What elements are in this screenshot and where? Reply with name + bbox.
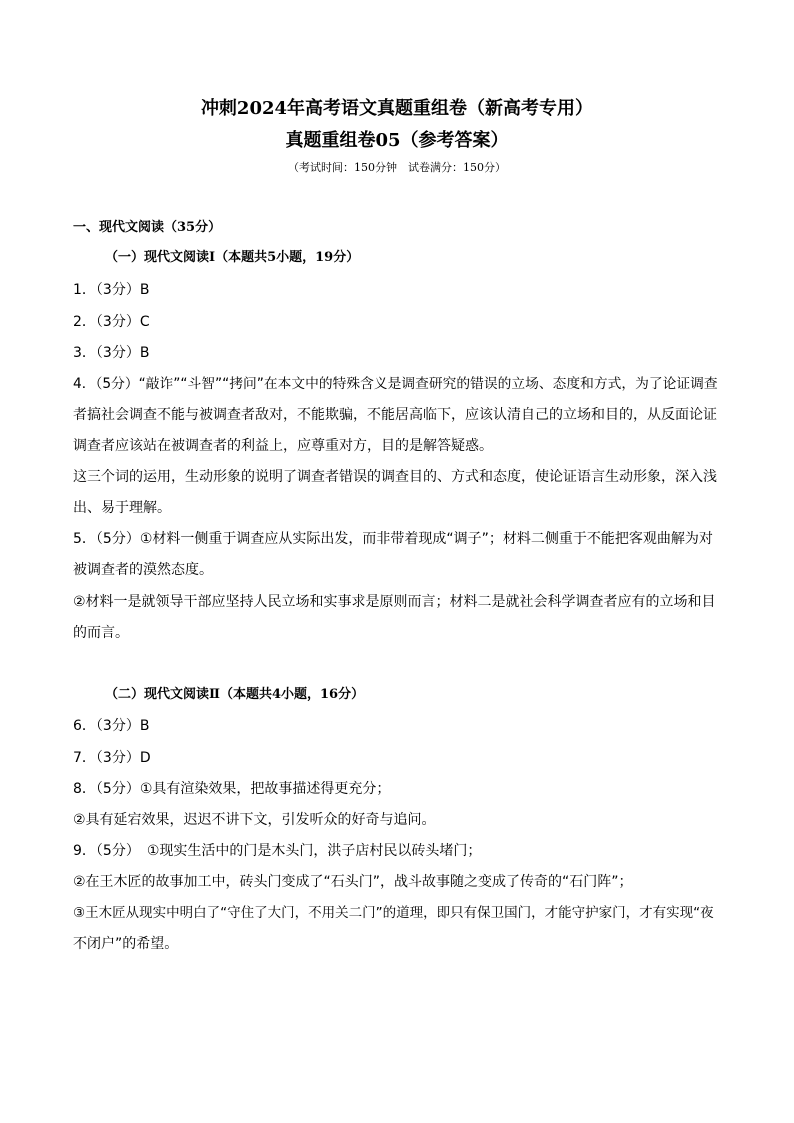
page-subtitle: 真题重组卷05（参考答案） <box>285 130 509 151</box>
answer-4-line-2: 者搞社会调查不能与被调查者敌对，不能欺骗，不能居高临下，应该认清自己的立场和目的，从反面论证 <box>73 407 717 423</box>
answer-7: 7．（3分）D <box>73 750 151 766</box>
answer-8-line-1: 8．（5分）①具有渲染效果，把故事描述得更充分； <box>73 781 391 797</box>
answer-9-line-4: 不闭户”的希望。 <box>73 936 179 952</box>
answer-1: 1．（3分）B <box>73 282 150 298</box>
page-title: 冲刺2024年高考语文真题重组卷（新高考专用） <box>200 98 594 119</box>
answer-4-line-4: 这三个词的运用，生动形象的说明了调查者错误的调查目的、方式和态度，使论证语言生动形象，深入浅 <box>73 469 717 485</box>
answer-2: 2．（3分）C <box>73 314 150 330</box>
answer-3: 3．（3分）B <box>73 345 150 361</box>
answer-9-line-2: ②在王木匠的故事加工中，砖头门变成了“石头门”，战斗故事随之变成了传奇的“石门阵”； <box>73 874 633 890</box>
answer-5-line-1: 5．（5分）①材料一侧重于调查应从实际出发，而非带着现成“调子”；材料二侧重于不能把客观曲解为对 <box>73 531 713 547</box>
answer-9-line-3: ③王木匠从现实中明白了“守住了大门，不用关二门”的道理，即只有保卫国门，才能守护家门，才有实现“夜 <box>73 905 714 921</box>
answer-5-line-4: 的而言。 <box>73 625 129 641</box>
answer-6: 6．（3分）B <box>73 718 150 734</box>
answer-4-line-1: 4．（5分）“敲诈”“斗智”“拷问”在本文中的特殊含义是调查研究的错误的立场、态度和方式，为了论证调查 <box>73 376 718 392</box>
answer-4-line-5: 出、易于理解。 <box>73 500 171 516</box>
exam-info: （考试时间：150分钟 试卷满分：150分） <box>288 161 506 174</box>
subsection-heading-reading-1: （一）现代文阅读Ⅰ（本题共5小题，19分） <box>105 250 360 265</box>
answer-5-line-2: 被调查者的漠然态度。 <box>73 562 213 578</box>
answer-4-line-3: 调查者应该站在被调查者的利益上，应尊重对方，目的是解答疑惑。 <box>73 438 493 454</box>
answer-8-line-2: ②具有延宕效果，迟迟不讲下文，引发听众的好奇与追问。 <box>73 812 436 828</box>
subsection-heading-reading-2: （二）现代文阅读Ⅱ（本题共4小题，16分） <box>105 687 365 702</box>
section-heading-modern-reading: 一、现代文阅读（35分） <box>73 220 222 235</box>
answer-9-line-1: 9．（5分） ①现实生活中的门是木头门，洪子店村民以砖头堵门； <box>73 843 482 859</box>
answer-5-line-3: ②材料一是就领导干部应坚持人民立场和实事求是原则而言；材料二是就社会科学调查者应有的立场和目 <box>73 594 716 610</box>
